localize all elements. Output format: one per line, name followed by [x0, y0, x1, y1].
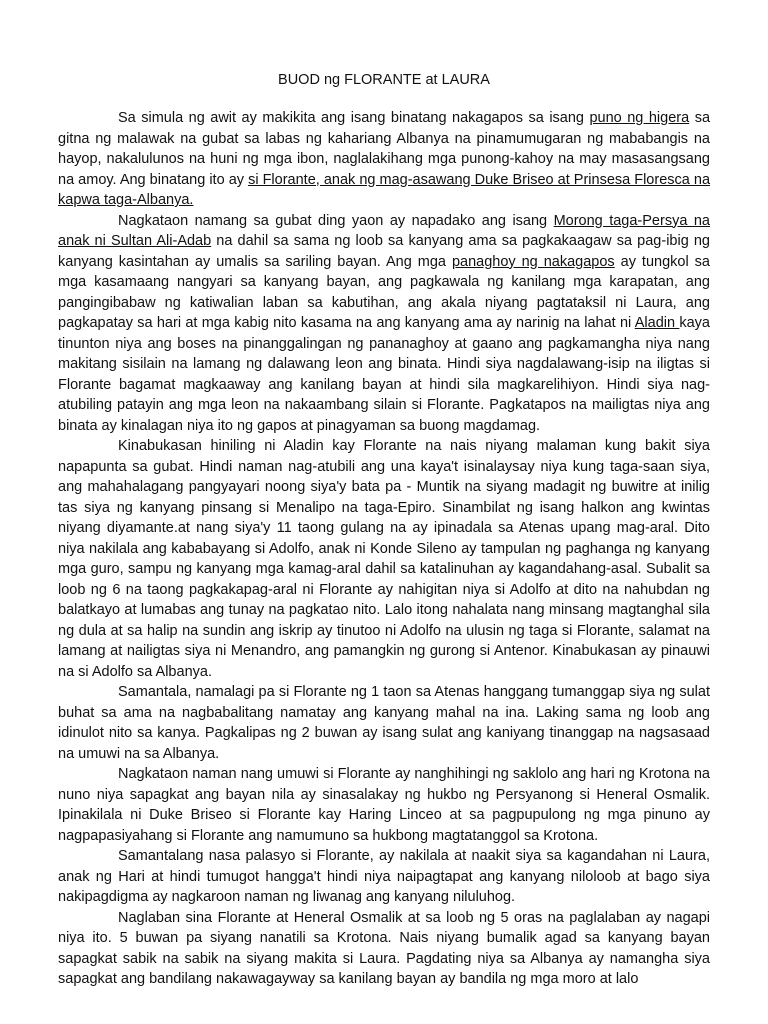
paragraph-text: Samantala, namalagi pa si Florante ng 1 taon sa Atenas hanggang tumanggap siya ng sulat buhat sa ama na nagbabalitang namatay ang kanyang mahal na ina. Laking sama ng loob ang idinulot nito sa kanya. Pagkalipas ng 2 buwan ay isang sulat ang kaniyang tinanggap na nagsasaad na umuwi na sa Albanya.: [58, 684, 710, 762]
paragraph: [58, 846, 710, 908]
paragraph: [58, 436, 710, 682]
document-title: BUOD ng FLORANTE at LAURA: [278, 72, 490, 88]
paragraph: [58, 108, 710, 211]
paragraph-text: Samantalang nasa palasyo si Florante, ay nakilala at naakit siya sa kagandahan ni Laura, anak ng Hari at hindi tumugot hangga't hindi niya naipagtapat ang kanyang niloloob at bago siya nakipagdigma ay nagkaroon naman ng liwanag ang kanyang niluluhog.: [58, 848, 710, 905]
underlined-text: si Florante, anak ng mag-asawang Duke Briseo at Prinsesa Floresca na kapwa taga-Albanya.: [58, 171, 711, 208]
paragraph-text: na dahil sa sama ng loob sa kanyang ama sa pagkakaagaw sa pag-ibig ng kanyang kasintahan ay umalis sa sariling bayan. Ang mga: [58, 233, 710, 270]
paragraph: [58, 211, 710, 437]
underlined-text: panaghoy ng nakagapos: [451, 253, 615, 270]
paragraph: [58, 682, 710, 764]
paragraph-text: kaya tinunton niya ang boses na pinanggalingan ng pananaghoy at gaano ang pagkamangha niya nang makitang sisilain na lamang ng dalawang leon ang binata. Hindi siya nagdalawang-isip na iligtas si Florante bagamat magkaaway ang kanilang bayan at hindi sila magkarelihiyon. Hindi siya nag-atubiling patayin ang mga leon na nakaambang silain si Florante. Pagkatapos na mailigtas niya ang binata ay kinalagan niya ito ng gapos at pinagyaman sa buong magdamag.: [58, 315, 710, 434]
paragraph-text: Kinabukasan hiniling ni Aladin kay Florante na nais niyang malaman kung bakit siya napapunta sa gubat. Hindi naman nag-atubili ang una kaya't isinalaysay niya kung taga-saan siya, ang mahahalagang pangyayari noong siya'y bata pa - Muntik na siyang madagit ng buwitre at inilig tas siya ng kanyang pinsang si Menalipo na taga-Epiro. Sinambilat ng isang halkon ang kwintas niyang diyamante.at nang siya'y 11 taong gulang na ay ipinadala sa Atenas upang mag-aral. Dito niya nakilala ang kababayang si Adolfo, anak ni Konde Sileno ay tampulan ng paghanga ng kanyang mga guro, sampu ng kanyang mga kamag-aral dahil sa katalinuhan ay kagandahang-asal. Subalit sa loob ng 6 na taong pagkakapag-aral ni Florante ay nahigitan niya si Adolfo at dito na nahubdan ng balatkayo at lumabas ang tunay na pagkatao nito. Lalo itong nahalata nang minsang magtanghal sila ng dula at sa halip na sundin ang iskrip ay tinutoo ni Adolfo na ulusin ng taga si Florante, salamat na lamang at nailigtas siya ni Menandro, ang pamangkin ng gurong si Antenor. Kinabukasan ay pinauwi na si Adolfo sa Albanya.: [58, 438, 710, 680]
document-body: [58, 108, 710, 990]
paragraph-text: Nagkataon naman nang umuwi si Florante ay nanghihingi ng saklolo ang hari ng Krotona na nuno niya sapagkat ang bayan nila ay sinasalakay ng hukbo ng Persyanong si Heneral Osmalik. Ipinakilala ni Duke Briseo si Florante kay Haring Linceo at sa pagpupulong ng mga pinuno ay nagpapasiyahang si Florante ang namumuno sa hukbong magtatanggol sa Krotona.: [58, 766, 710, 844]
paragraph-text: Sa simula ng awit ay makikita ang isang binatang nakagapos sa isang: [118, 110, 590, 126]
paragraph-text: Nagkataon namang sa gubat ding yaon ay napadako ang isang: [118, 212, 554, 229]
paragraph-text: ay tungkol sa mga kasamaang nangyari sa kanyang bayan, ang pagkawala ng kanilang mga karapatan, ang pangingibabaw ng katiwalian laban sa kabutihan, ang akala niyang pagtataksil ni Laura, ang pagkapatay sa hari at mga kabig nito kasama na ang kanyang ama ay narinig na lahat ni: [58, 253, 710, 331]
paragraph-text: Naglaban sina Florante at Heneral Osmalik at sa loob ng 5 oras na paglalaban ay nagapi niya ito. 5 buwan pa siyang nanatili sa Krotona. Nais niyang bumalik agad sa kanyang bayan sapagkat sabik na sabik na siyang makita si Laura. Pagdating niya sa Albanya ay namangha siya sapagkat ang bandilang nakawagayway sa kanilang bayan ay bandila ng mga moro at lalo: [58, 909, 710, 987]
underlined-text: Morong taga-Persya na anak ni Sultan Ali-Adab: [58, 212, 710, 249]
paragraph-text: sa gitna ng malawak na gubat sa labas ng kahariang Albanya na pinamumugaran ng mababangis na hayop, nakalulunos na huni ng mga ibon, naglalakihang mga punong-kahoy na may masasangsang na amoy. Ang binatang ito ay: [58, 110, 711, 188]
paragraph: [58, 764, 710, 846]
underlined-text: Aladin: [634, 315, 680, 331]
paragraph: [58, 908, 710, 990]
underlined-text: puno ng higera: [589, 110, 690, 126]
